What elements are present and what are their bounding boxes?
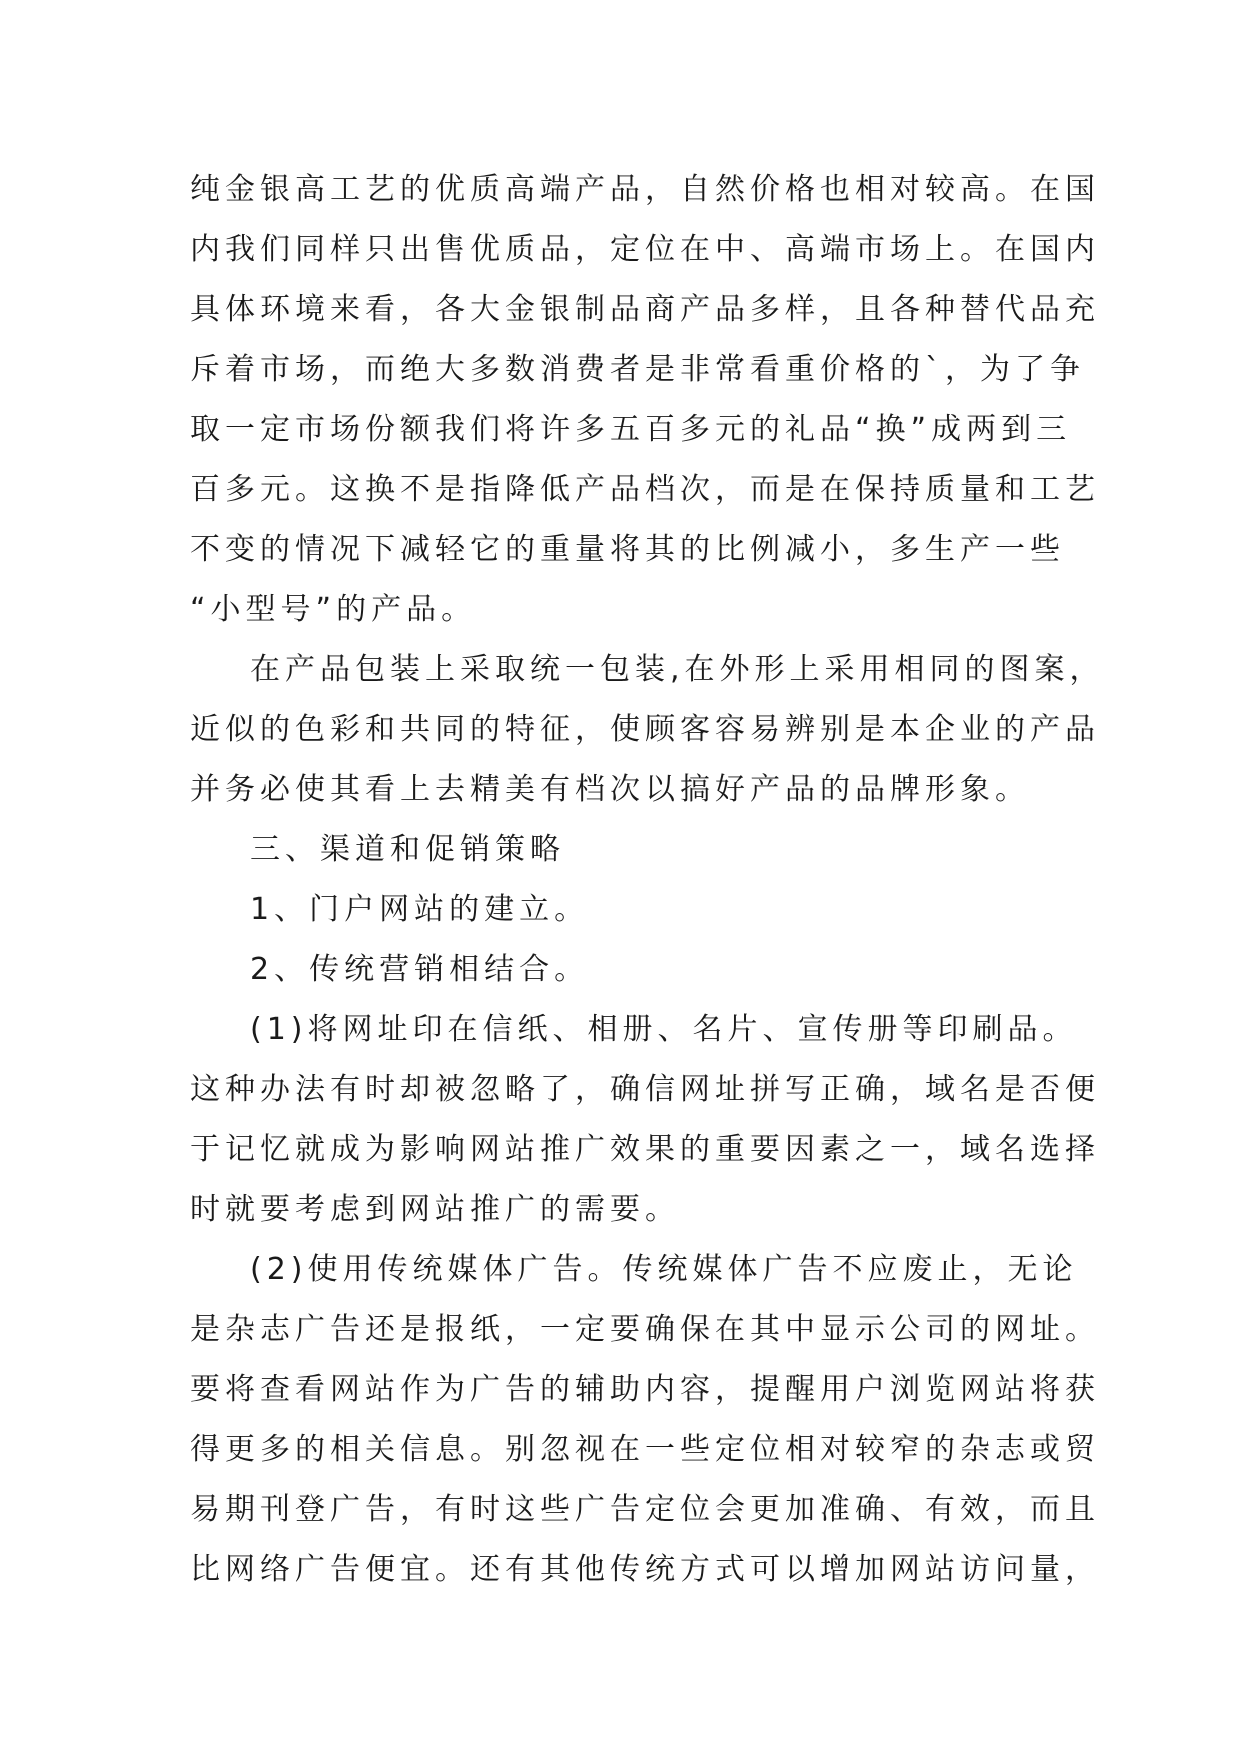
text-line: 比网络广告便宜。还有其他传统方式可以增加网站访问量， (190, 1552, 1100, 1587)
text-line: 内我们同样只出售优质品，定位在中、高端市场上。在国内 (190, 232, 1100, 267)
text-line: 1、门户网站的建立。 (250, 892, 590, 927)
paragraph-2 (190, 640, 1105, 820)
text-line: 这种办法有时却被忽略了，确信网址拼写正确，域名是否便 (190, 1072, 1100, 1107)
text-line: 时就要考虑到网站推广的需要。 (190, 1192, 680, 1227)
list-item (190, 940, 1070, 1000)
paragraph-1 (190, 160, 1100, 640)
list-item (190, 880, 1070, 940)
text-line: (2)使用传统媒体广告。传统媒体广告不应废止，无论 (250, 1252, 1078, 1287)
text-line: 斥着市场，而绝大多数消费者是非常看重价格的`，为了争 (190, 352, 1085, 387)
section-heading (190, 820, 1070, 880)
text-line: 不变的情况下减轻它的重量将其的比例减小，多生产一些 (190, 532, 1065, 567)
text-line: 并务必使其看上去精美有档次以搞好产品的品牌形象。 (190, 772, 1030, 807)
text-line: 纯金银高工艺的优质高端产品，自然价格也相对较高。在国 (190, 172, 1100, 207)
text-line: “小型号”的产品。 (190, 592, 477, 627)
text-line: 具体环境来看，各大金银制品商产品多样，且各种替代品充 (190, 292, 1100, 327)
text-line: 得更多的相关信息。别忽视在一些定位相对较窄的杂志或贸 (190, 1432, 1100, 1467)
paragraph-6 (190, 1000, 1100, 1240)
text-line: 三、渠道和促销策略 (250, 832, 565, 867)
text-line: 易期刊登广告，有时这些广告定位会更加准确、有效，而且 (190, 1492, 1100, 1527)
text-line: 2、传统营销相结合。 (250, 952, 590, 987)
document-body (190, 160, 1105, 1600)
text-line: 近似的色彩和共同的特征，使顾客容易辨别是本企业的产品 (190, 712, 1100, 747)
text-line: 要将查看网站作为广告的辅助内容，提醒用户浏览网站将获 (190, 1372, 1100, 1407)
text-line: 取一定市场份额我们将许多五百多元的礼品“换”成两到三 (190, 412, 1072, 447)
text-line: (1)将网址印在信纸、相册、名片、宣传册等印刷品。 (250, 1012, 1078, 1047)
text-line: 在产品包装上采取统一包装,在外形上采用相同的图案， (250, 652, 1105, 687)
paragraph-7 (190, 1240, 1100, 1600)
text-line: 百多元。这换不是指降低产品档次，而是在保持质量和工艺 (190, 472, 1100, 507)
text-line: 于记忆就成为影响网站推广效果的重要因素之一，域名选择 (190, 1132, 1100, 1167)
text-line: 是杂志广告还是报纸，一定要确保在其中显示公司的网址。 (190, 1312, 1100, 1347)
